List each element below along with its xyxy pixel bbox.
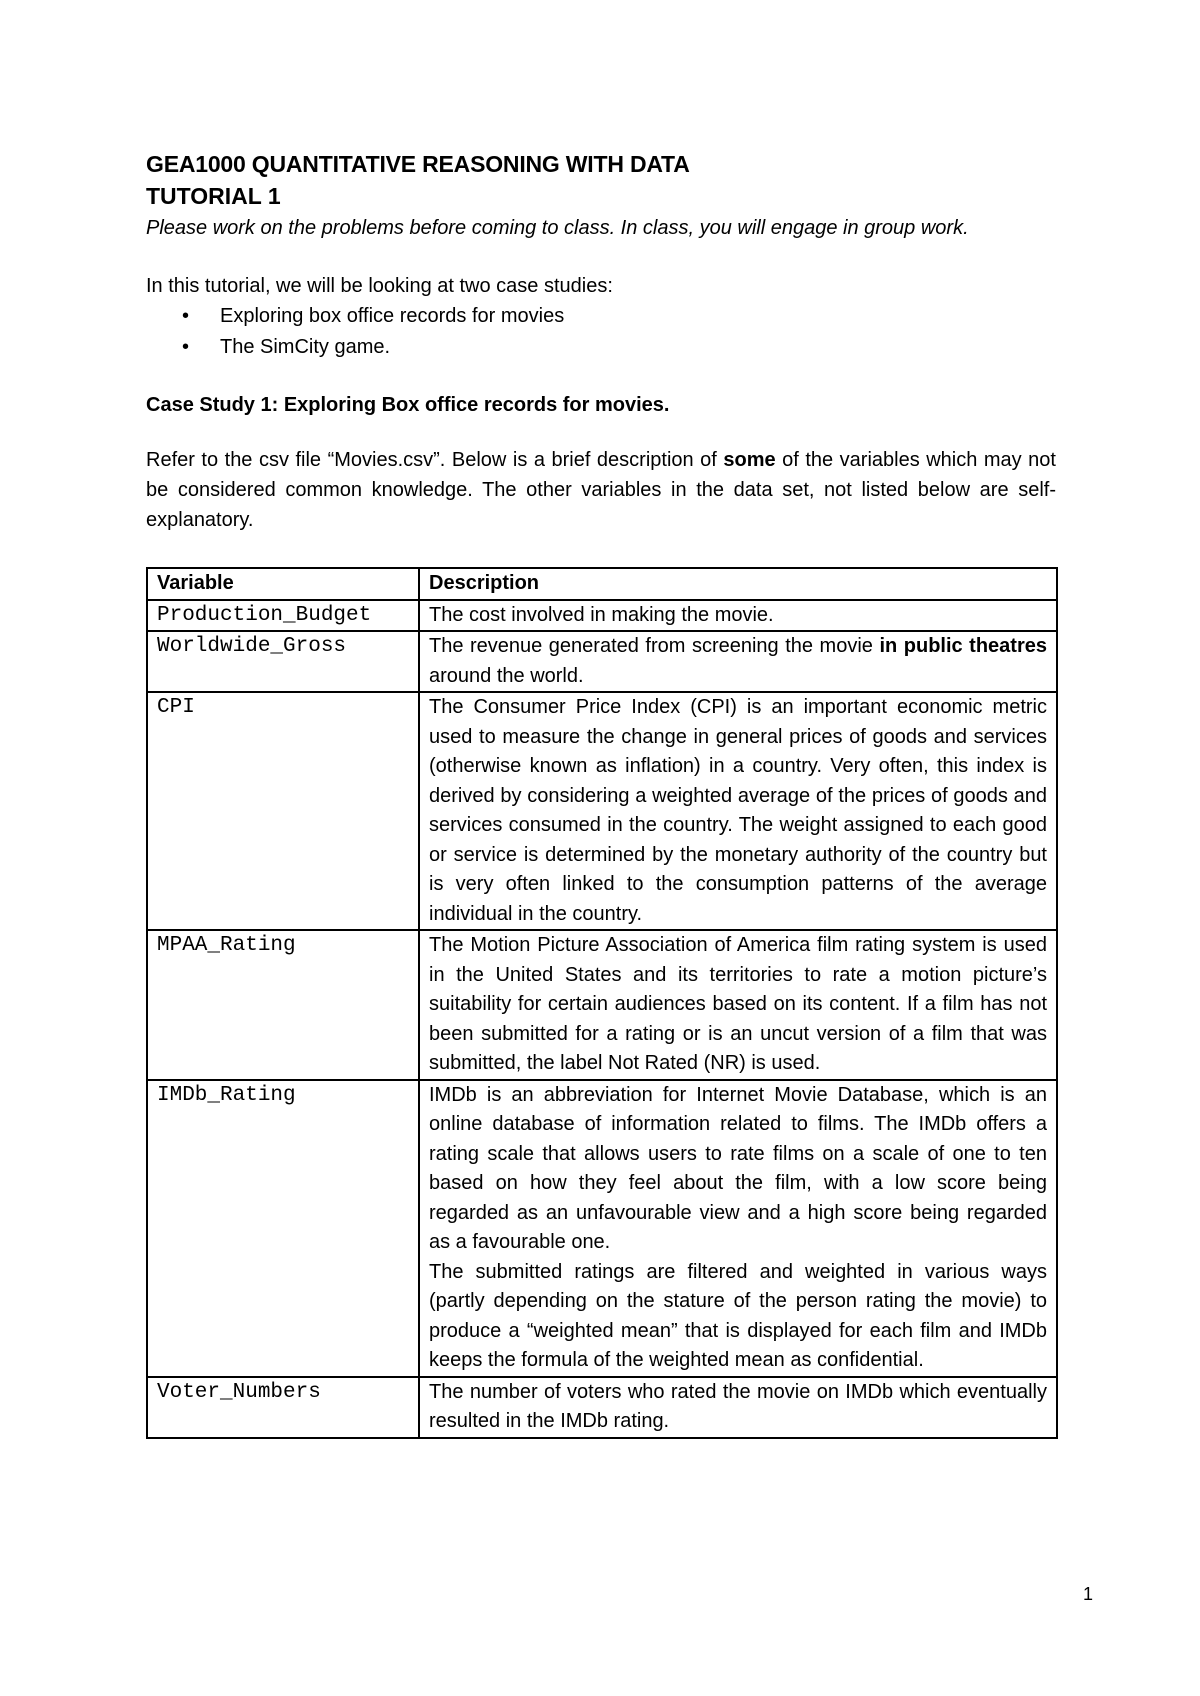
course-title: GEA1000 QUANTITATIVE REASONING WITH DATA [146,151,690,177]
table-row [147,1080,1057,1377]
variable-description: The cost involved in making the movie. [419,600,1057,632]
variable-name: MPAA_Rating [147,930,419,1080]
bullet-icon: • [182,336,190,358]
variables-table [146,567,1058,1439]
description-text: The revenue generated from screening the movie [429,635,880,657]
table-row [147,930,1057,1080]
variable-name: Worldwide_Gross [147,631,419,692]
description-text: around the world. [429,664,584,687]
list-item [146,332,1056,363]
description-text: The submitted ratings are filtered and weighted in various ways (partly depending on the stature of the person rating the movie) to produce a “weighted mean” that is displayed for each film and IMDb keeps the formula of the weighted mean as confidential. [429,1260,1047,1371]
case-study-heading: Case Study 1: Exploring Box office records for movies. [146,394,670,416]
intro-text: In this tutorial, we will be looking at two case studies: [146,275,613,297]
list-item [146,301,1056,332]
variable-description: The Motion Picture Association of America film rating system is used in the United States and its territories to rate a motion picture’s suitability for certain audiences based on its content. If a film has not been submitted for a rating or is an uncut version of a film that was submitted, the label Not Rated (NR) is used. [419,930,1057,1080]
page-number: 1 [1083,1584,1094,1604]
variable-name: CPI [147,692,419,930]
variable-description: The Consumer Price Index (CPI) is an important economic metric used to measure the change in general prices of goods and services (otherwise known as inflation) in a country. Very often, this index is derived by considering a weighted average of the prices of goods and services consumed in the country. The weight assigned to each good or service is determined by the monetary authority of the country but is very often linked to the consumption patterns of the average individual in the country. [419,692,1057,930]
description-emphasis: some [723,449,776,471]
list-item-label: The SimCity game. [220,336,391,358]
case-list [146,301,1056,363]
variable-name: IMDb_Rating [147,1080,419,1377]
table-row [147,692,1057,930]
page-content [146,150,1056,535]
description-text: Refer to the csv file “Movies.csv”. Below is a brief description of [146,449,724,471]
variable-name: Voter_Numbers [147,1377,419,1438]
table-header-row [147,568,1057,600]
column-header-variable: Variable [147,568,419,600]
description-emphasis: in public theatres [879,635,1047,657]
variable-name: Production_Budget [147,600,419,632]
table-row [147,600,1057,632]
description-text: of the variables which may not be considered common knowledge. The other variables in the data set, not listed below are self-explanatory. [146,449,1056,531]
bullet-icon: • [182,305,190,327]
variable-description [419,1080,1057,1377]
case-study-description [146,445,1056,535]
table-row [147,1377,1057,1438]
description-text: IMDb is an abbreviation for Internet Movie Database, which is an online database of information related to films. The IMDb offers a rating scale that allows users to rate films on a scale of one to ten based on how they feel about the film, with a low score being regarded as an unfavourable view and a high score being regarded as a favourable one. [429,1083,1047,1253]
instructions: Please work on the problems before coming to class. In class, you will engage in group work. [146,217,969,239]
column-header-description: Description [419,568,1057,600]
table-row [147,631,1057,692]
variable-description: The number of voters who rated the movie on IMDb which eventually resulted in the IMDb rating. [419,1377,1057,1438]
variable-description [419,631,1057,692]
list-item-label: Exploring box office records for movies [220,305,565,327]
tutorial-title: TUTORIAL 1 [146,183,281,209]
